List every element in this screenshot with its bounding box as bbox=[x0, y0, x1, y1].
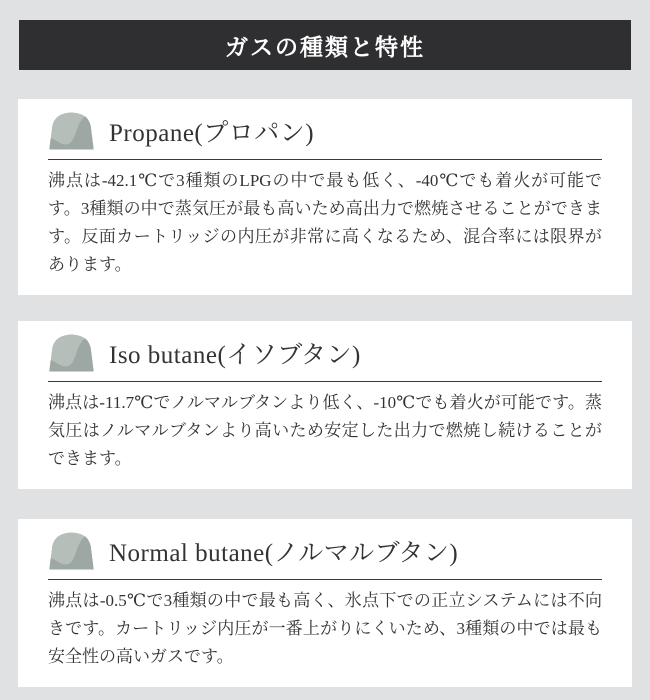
card-propane-header bbox=[48, 111, 602, 151]
gas-cartridge-icon bbox=[48, 333, 95, 373]
card-propane-title: Propane(プロパン) bbox=[109, 120, 315, 147]
card-iso-butane-title: Iso butane(イソブタン) bbox=[109, 342, 361, 369]
gas-type-cards bbox=[18, 99, 632, 687]
gas-cartridge-icon bbox=[48, 531, 95, 571]
card-propane bbox=[18, 99, 632, 295]
card-normal-butane-title: Normal butane(ノルマルブタン) bbox=[109, 540, 459, 567]
card-iso-butane-header bbox=[48, 333, 602, 373]
card-iso-butane-description: 沸点は-11.7℃でノルマルブタンより低く、-10℃でも着火が可能です。蒸気圧はノルマルブタンより高いため安定した出力で燃焼し続けることができます。 bbox=[48, 393, 602, 468]
card-normal-butane-header bbox=[48, 531, 602, 571]
card-normal-butane-description: 沸点は-0.5℃で3種類の中で最も高く、氷点下での正立システムには不向きです。カートリッジ内圧が一番上がりにくいため、3種類の中では最も安全性の高いガスです。 bbox=[48, 591, 602, 666]
card-iso-butane bbox=[18, 321, 632, 489]
divider bbox=[48, 381, 602, 382]
page-header bbox=[19, 20, 631, 70]
divider bbox=[48, 579, 602, 580]
card-normal-butane bbox=[18, 519, 632, 687]
divider bbox=[48, 159, 602, 160]
page-title: ガスの種類と特性 bbox=[225, 34, 425, 60]
card-propane-description: 沸点は-42.1℃で3種類のLPGの中で最も低く、-40℃でも着火が可能です。3種類の中で蒸気圧が最も高いため高出力で燃焼させることができます。反面カートリッジの内圧が非常に高くなるため、混合率には限界があります。 bbox=[48, 171, 602, 274]
gas-cartridge-icon bbox=[48, 111, 95, 151]
